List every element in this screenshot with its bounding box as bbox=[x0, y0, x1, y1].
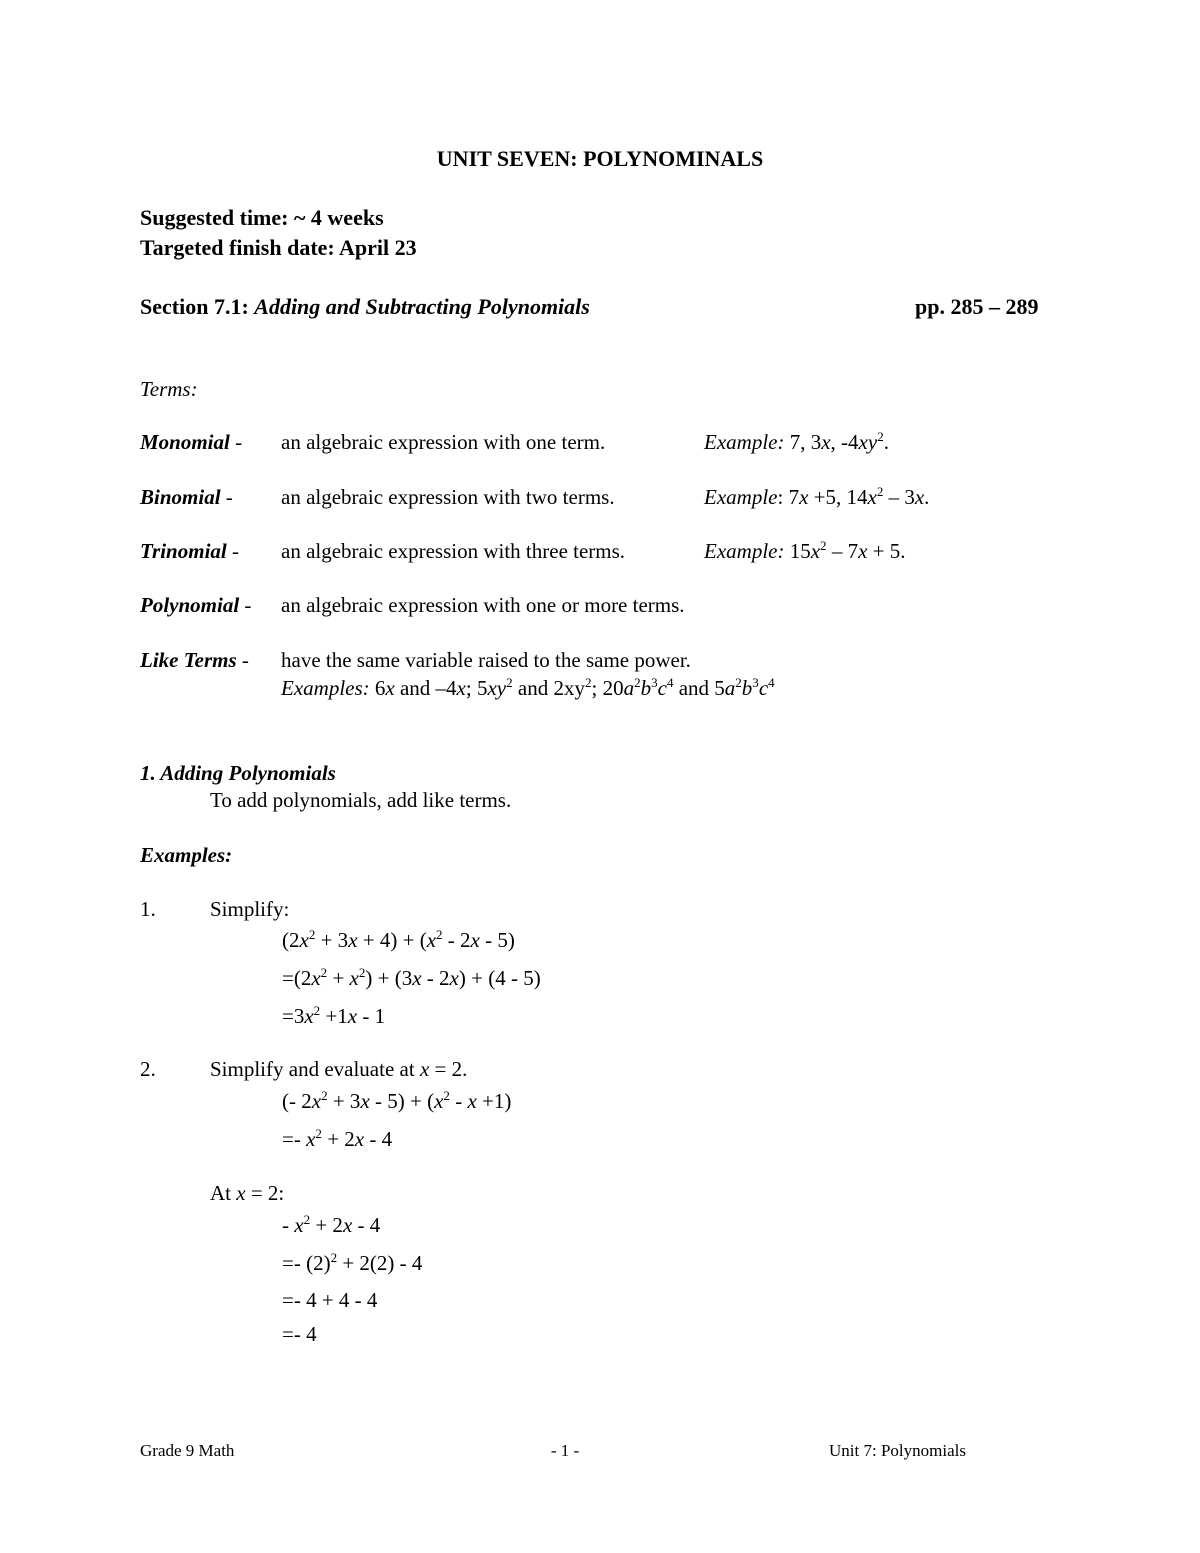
examples-heading: Examples: bbox=[140, 843, 233, 867]
page-title: UNIT SEVEN: POLYNOMINALS bbox=[436, 146, 764, 171]
example-2-eval-4: =- 4 bbox=[282, 1322, 317, 1346]
example-2-prompt: Simplify and evaluate at x = 2. bbox=[210, 1057, 468, 1081]
example-2-at-label: At x = 2: bbox=[210, 1181, 285, 1205]
footer-page-number: - 1 - bbox=[550, 1441, 580, 1460]
example-2-eval-1: - $x^2 + 2x - 4$ bbox=[282, 1211, 381, 1237]
trinomial-term: Trinomial - bbox=[140, 539, 239, 563]
monomial-example: Example: 7, 3x, $-4xy^2$. bbox=[704, 428, 889, 454]
like-terms-definition: have the same variable raised to the same power. bbox=[281, 648, 691, 672]
footer-right: Unit 7: Polynomials bbox=[829, 1441, 966, 1460]
example-1-number: 1. bbox=[140, 897, 156, 921]
example-1-line-3: $=3x^2 +1x - 1$ bbox=[282, 1002, 386, 1028]
example-1-line-2: $=(2x^2 + x^2) + (3x - 2x) + (4 - 5)$ bbox=[282, 964, 541, 990]
example-1-line-1: $(2x^2 + 3x + 4) + (x^2 - 2x - 5)$ bbox=[282, 926, 515, 952]
polynomial-term: Polynomial - bbox=[140, 593, 252, 617]
example-2-line-1: (- $2x^2 + 3x - 5) + (x^2 - x +1)$ bbox=[282, 1087, 512, 1113]
monomial-term: Monomial - bbox=[140, 430, 243, 454]
like-terms-examples: Examples: 6x and –4x; $5xy^2$ and $2xy^2$; $20a^2b^3c^4$ and $5a^2b^3c^4$ bbox=[281, 674, 775, 700]
example-1-prompt: Simplify: bbox=[210, 897, 290, 921]
section-heading bbox=[140, 294, 590, 320]
adding-heading: 1. Adding Polynomials bbox=[140, 761, 336, 785]
binomial-term: Binomial - bbox=[140, 485, 233, 509]
terms-heading: Terms: bbox=[140, 377, 198, 401]
monomial-definition: an algebraic expression with one term. bbox=[281, 430, 606, 454]
binomial-example: Example: 7x +5, $14x^2 - 3x$. bbox=[704, 483, 930, 509]
polynomial-definition: an algebraic expression with one or more terms. bbox=[281, 593, 685, 617]
footer-left: Grade 9 Math bbox=[140, 1441, 235, 1460]
example-2-number: 2. bbox=[140, 1057, 156, 1081]
like-terms-term: Like Terms - bbox=[140, 648, 249, 672]
example-2-eval-3: =- 4 + 4 - 4 bbox=[282, 1288, 378, 1312]
section-label: Section 7.1: bbox=[140, 294, 249, 319]
binomial-definition: an algebraic expression with two terms. bbox=[281, 485, 615, 509]
section-pages: pp. 285 – 289 bbox=[915, 294, 1039, 319]
example-2-eval-2: =- $(2)^2 + 2(2) - 4$ bbox=[282, 1249, 423, 1275]
section-title: Adding and Subtracting Polynomials bbox=[254, 294, 590, 319]
adding-rule: To add polynomials, add like terms. bbox=[210, 788, 512, 812]
trinomial-definition: an algebraic expression with three terms. bbox=[281, 539, 626, 563]
trinomial-example: Example: $15x^2 - 7x + 5$. bbox=[704, 537, 906, 563]
example-2-line-2: =- $x^2 + 2x - 4$ bbox=[282, 1125, 393, 1151]
suggested-time: Suggested time: ~ 4 weeks bbox=[140, 205, 384, 230]
finish-date: Targeted finish date: April 23 bbox=[140, 235, 417, 260]
